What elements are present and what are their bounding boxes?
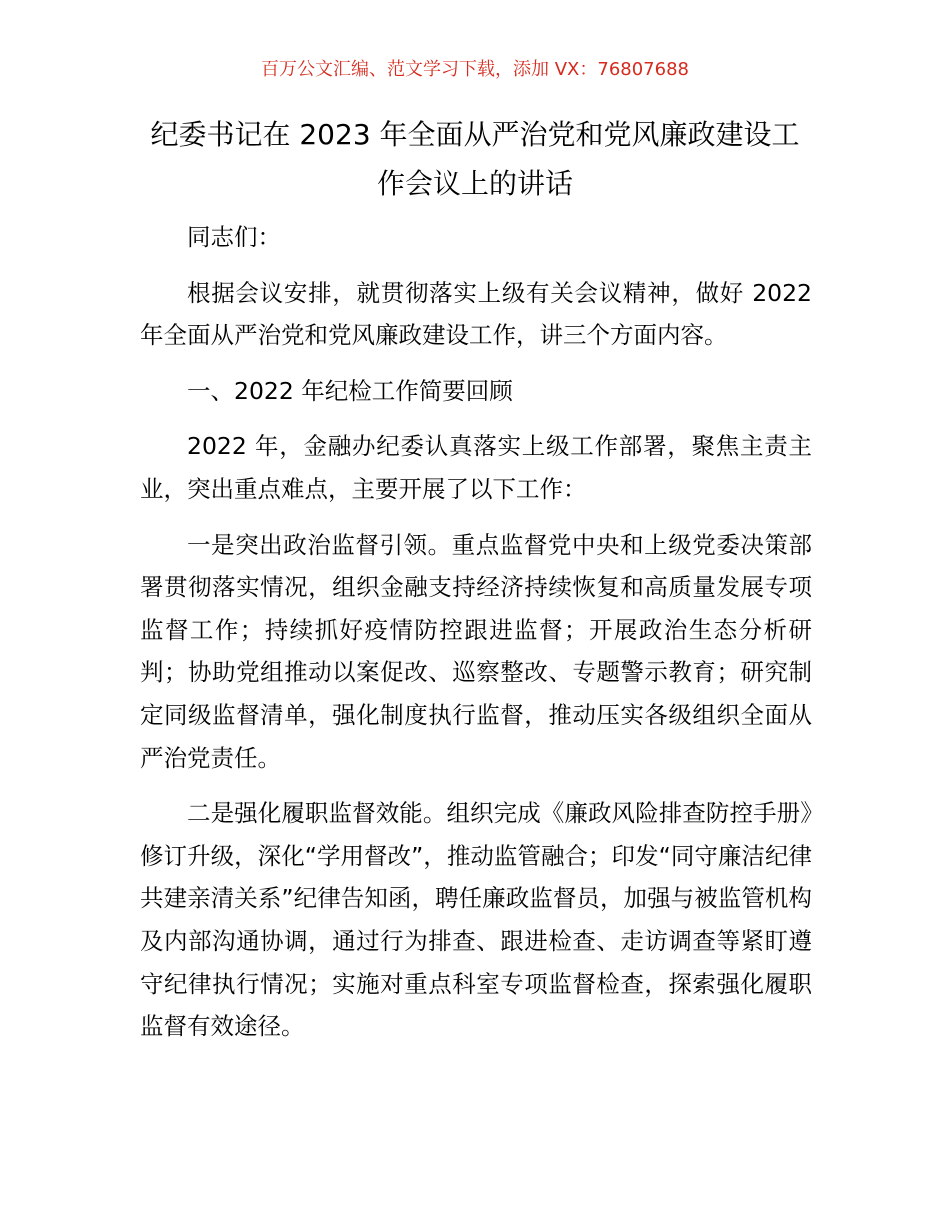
intro-paragraph: 根据会议安排，就贯彻落实上级有关会议精神，做好 2022 年全面从严治党和党风廉政建设工作，讲三个方面内容。 xyxy=(140,278,812,350)
review-paragraph: 2022 年，金融办纪委认真落实上级工作部署，聚焦主责主业，突出重点难点，主要开展了以下工作： xyxy=(140,432,812,503)
header-promo-note: 百万公文汇编、范文学习下载，添加 VX：76807688 xyxy=(261,59,689,80)
salutation-paragraph: 同志们： xyxy=(187,223,281,251)
section-heading-paragraph: 一、2022 年纪检工作简要回顾 xyxy=(187,376,513,405)
document-title: 纪委书记在 2023 年全面从严治党和党风廉政建设工作会议上的讲话 xyxy=(150,118,800,200)
duty-supervision-paragraph: 二是强化履职监督效能。组织完成《廉政风险排查防控手册》修订升级，深化“学用督改”，推动监管融合；印发“同守廉洁纪律共建亲清关系”纪律告知函，聘任廉政监督员，加强与被监管机构及内部沟通协调，通过行为排查、跟进检查、走访调查等紧盯遵守纪律执行情况；实施对重点科室专项监督检查，探索强化履职监督有效途径。 xyxy=(140,799,812,1041)
document-body xyxy=(140,216,812,1061)
political-supervision-paragraph: 一是突出政治监督引领。重点监督党中央和上级党委决策部署贯彻落实情况，组织金融支持经济持续恢复和高质量发展专项监督工作；持续抓好疫情防控跟进监督；开展政治生态分析研判；协助党组推动以案促改、巡察整改、专题警示教育；研究制定同级监督清单，强化制度执行监督，推动压实各级组织全面从严治党责任。 xyxy=(140,530,812,772)
